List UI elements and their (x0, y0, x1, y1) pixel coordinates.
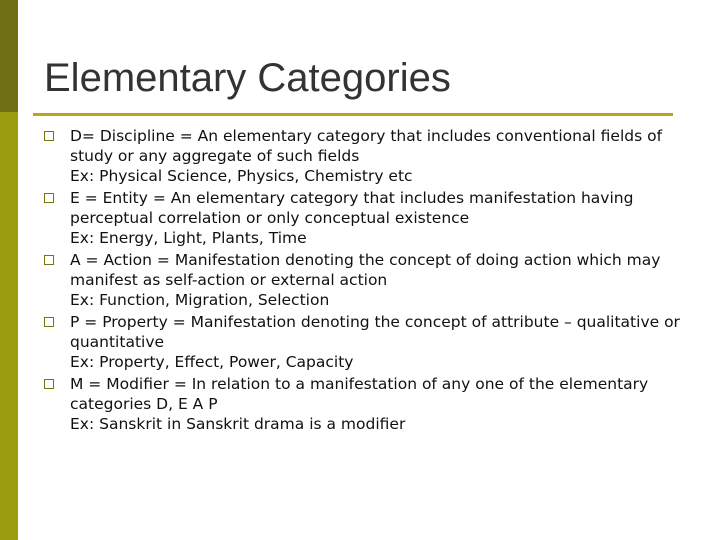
bullet-example: Ex: Function, Migration, Selection (70, 291, 330, 309)
left-accent-band-top (0, 0, 18, 112)
bullet-example: Ex: Sanskrit in Sanskrit drama is a modifier (70, 415, 406, 433)
bullet-example: Ex: Property, Effect, Power, Capacity (70, 353, 354, 371)
bullet-example: Ex: Physical Science, Physics, Chemistry etc (70, 167, 413, 185)
square-bullet-icon (44, 317, 54, 327)
square-bullet-icon (44, 131, 54, 141)
bullet-definition: P = Property = Manifestation denoting the concept of attribute – qualitative or quantitative (70, 313, 680, 351)
square-bullet-icon (44, 193, 54, 203)
bullet-modifier (44, 374, 694, 434)
bullet-definition: M = Modifier = In relation to a manifestation of any one of the elementary categories D, E A P (70, 375, 649, 413)
bullet-example: Ex: Energy, Light, Plants, Time (70, 229, 307, 247)
bullet-definition: E = Entity = An elementary category that includes manifestation having perceptual correlation or only conceptual existence (70, 189, 634, 227)
square-bullet-icon (44, 255, 54, 265)
bullet-entity (44, 188, 694, 248)
title-underline (33, 113, 673, 116)
bullet-definition: A = Action = Manifestation denoting the concept of doing action which may manifest as self-action or external action (70, 251, 661, 289)
bullet-definition: D= Discipline = An elementary category that includes conventional fields of study or any aggregate of such fields (70, 127, 663, 165)
bullet-list (44, 126, 694, 436)
bullet-property (44, 312, 694, 372)
square-bullet-icon (44, 379, 54, 389)
bullet-action (44, 250, 694, 310)
slide-title: Elementary Categories (44, 56, 451, 100)
bullet-discipline (44, 126, 694, 186)
